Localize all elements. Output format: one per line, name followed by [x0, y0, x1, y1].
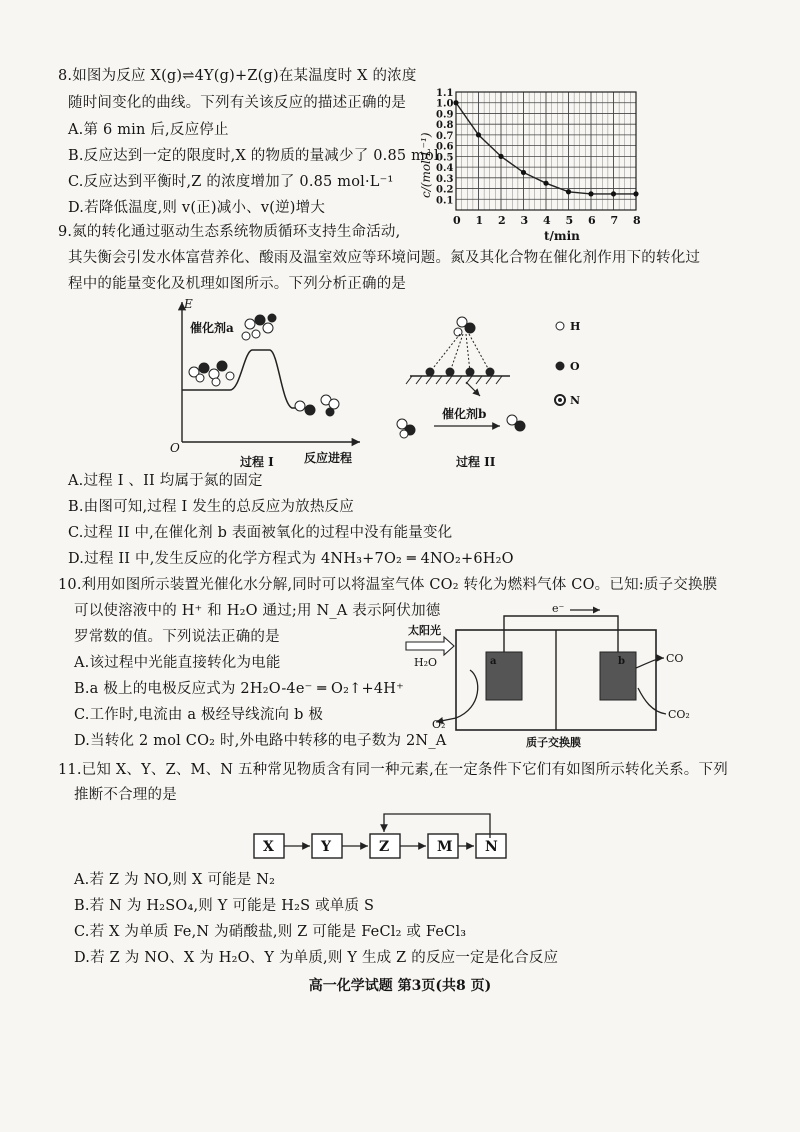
photocatalysis-cell-figure	[400, 604, 710, 756]
data-point	[498, 154, 503, 159]
q11-option-b: B.若 N 为 H₂SO₄,则 Y 可能是 H₂S 或单质 S	[74, 898, 375, 914]
co-arrow	[636, 658, 664, 668]
q10-stem-line3: 罗常数的值。下列说法正确的是	[74, 629, 280, 645]
flow-box-label: M	[437, 839, 453, 855]
q11-option-d: D.若 Z 为 NO、X 为 H₂O、Y 为单质,则 Y 生成 Z 的反应一定是化合反应	[74, 950, 559, 966]
page-footer: 高一化学试题 第3页(共8 页)	[308, 978, 492, 994]
external-wire	[504, 616, 618, 652]
sunlight-label: 太阳光	[408, 624, 441, 637]
chart-ticks	[436, 88, 641, 227]
co2-path	[638, 688, 666, 714]
q8-option-a: A.第 6 min 后,反应停止	[68, 122, 229, 138]
data-point	[566, 189, 571, 194]
x-tick-label: 8	[633, 214, 641, 227]
q11-stem-line2: 推断不合理的是	[74, 787, 177, 803]
reaction-progress-label: 反应进程	[304, 451, 353, 465]
q11-option-a: A.若 Z 为 NO,则 X 可能是 N₂	[74, 872, 276, 888]
o2-path	[456, 670, 478, 718]
q9-stem-line3: 程中的能量变化及机理如图所示。下列分析正确的是	[68, 276, 407, 292]
x-tick-label: 7	[610, 214, 619, 227]
membrane-label: 质子交换膜	[526, 736, 581, 749]
y-tick-label: 0.2	[436, 184, 454, 196]
co-label: CO	[666, 652, 684, 665]
data-point	[476, 132, 481, 137]
x-tick-label: 3	[520, 214, 529, 227]
q8-stem-line2: 随时间变化的曲线。下列有关该反应的描述正确的是	[68, 95, 407, 111]
x-tick-label: 4	[543, 214, 551, 227]
flow-box-label: X	[263, 839, 274, 855]
y-tick-label: 0.7	[436, 130, 454, 142]
q9-option-b: B.由图可知,过程 I 发生的总反应为放热反应	[68, 499, 354, 515]
q9-stem-line2: 其失衡会引发水体富营养化、酸雨及温室效应等环境问题。氮及其化合物在催化剂作用下的转化过	[68, 250, 701, 266]
concentration-chart	[410, 80, 660, 248]
o2-label: O₂	[432, 718, 446, 731]
y-tick-label: 0.3	[436, 173, 454, 185]
catalyst-surface	[406, 376, 510, 384]
reactant-molecule-2	[397, 419, 415, 438]
q10-option-c: C.工作时,电流由 a 极经导线流向 b 极	[74, 707, 324, 723]
desorb-arrow	[466, 382, 480, 396]
y-tick-label: 0.1	[436, 195, 454, 207]
flow-box-label: N	[485, 839, 498, 855]
y-tick-label: 1.1	[436, 88, 454, 99]
catalyst-a-label: 催化剂a	[190, 321, 234, 335]
q10-stem-line1: 10.利用如图所示装置光催化水分解,同时可以将温室气体 CO₂ 转化为燃料气体 CO。已知:质子交换膜	[58, 577, 718, 593]
co2-label: CO₂	[668, 708, 690, 721]
q10-stem-line2: 可以使溶液中的 H⁺ 和 H₂O 通过;用 N_A 表示阿伏加德	[74, 603, 441, 619]
data-point	[633, 191, 638, 196]
data-point	[453, 100, 458, 105]
y-tick-label: 0.4	[436, 163, 454, 175]
product-molecule-2	[507, 415, 525, 431]
x-tick-label: 5	[565, 214, 574, 227]
y-tick-label: 0.9	[436, 109, 454, 121]
chart-grid	[456, 92, 636, 210]
q10-option-b: B.a 极上的电极反应式为 2H₂O-4e⁻ ═ O₂↑+4H⁺	[74, 681, 404, 697]
x-tick-label: 6	[588, 214, 596, 227]
q9-stem-line1: 9.氮的转化通过驱动生态系统物质循环支持生命活动,	[58, 224, 401, 240]
legend-o: O	[570, 360, 580, 373]
flow-box-label: Z	[379, 839, 390, 855]
x-tick-label: 2	[498, 214, 506, 227]
data-point	[588, 191, 593, 196]
adsorbed-molecule	[426, 317, 494, 376]
y-tick-label: 0.8	[436, 120, 454, 132]
chart-ylabel: c/(mol·L⁻¹)	[419, 132, 433, 198]
q8-stem-line1: 8.如图为反应 X(g)⇌4Y(g)+Z(g)在某温度时 X 的浓度	[58, 68, 417, 84]
electron-label: e⁻	[552, 604, 565, 615]
water-label: H₂O	[414, 656, 438, 669]
q10-option-a: A.该过程中光能直接转化为电能	[74, 655, 281, 671]
q11-stem-line1: 11.已知 X、Y、Z、M、N 五种常见物质含有同一种元素,在一定条件下它们有如图所示转化关系。下列	[58, 762, 728, 778]
transition-cluster	[242, 314, 276, 340]
sunlight-arrow	[406, 637, 454, 655]
data-point	[543, 181, 548, 186]
catalyst-b-label: 催化剂b	[442, 407, 487, 421]
reactant-cluster	[189, 361, 234, 386]
q8-option-c: C.反应达到平衡时,Z 的浓度增加了 0.85 mol·L⁻¹	[68, 174, 394, 190]
q9-option-c: C.过程 II 中,在催化剂 b 表面被氧化的过程中没有能量变化	[68, 525, 453, 541]
chart-xlabel: t/min	[544, 229, 580, 243]
process-2-label: 过程 II	[456, 455, 496, 469]
q11-option-c: C.若 X 为单质 Fe,N 为硝酸盐,则 Z 可能是 FeCl₂ 或 FeCl₃	[74, 924, 467, 940]
electrode-a-label: a	[490, 656, 497, 667]
x-tick-label: 1	[475, 214, 484, 227]
flow-box-label: Y	[321, 839, 331, 855]
conversion-flow-figure	[250, 808, 520, 866]
nitrogen-mechanism-figure	[160, 294, 620, 470]
x-tick-label: 0	[453, 214, 461, 227]
legend-h: H	[570, 320, 581, 333]
y-tick-label: 1.0	[436, 98, 454, 110]
data-point	[611, 191, 616, 196]
atom-legend	[555, 320, 580, 407]
q10-option-d: D.当转化 2 mol CO₂ 时,外电路中转移的电子数为 2N_A	[74, 733, 447, 749]
product-cluster	[295, 395, 339, 416]
y-tick-label: 0.5	[436, 152, 454, 164]
electrode-b-label: b	[618, 656, 625, 667]
origin-label: O	[170, 441, 180, 455]
q8-option-d: D.若降低温度,则 v(正)减小、v(逆)增大	[68, 200, 326, 216]
data-point	[521, 170, 526, 175]
y-tick-label: 0.6	[436, 141, 454, 153]
energy-label: E	[184, 297, 193, 311]
legend-n: N	[570, 394, 581, 407]
q9-option-a: A.过程 I 、II 均属于氮的固定	[68, 473, 263, 489]
q9-option-d: D.过程 II 中,发生反应的化学方程式为 4NH₃+7O₂ ═ 4NO₂+6H₂O	[68, 551, 514, 567]
q8-option-b: B.反应达到一定的限度时,X 的物质的量减少了 0.85 mol	[68, 148, 439, 164]
process-1-label: 过程 I	[240, 455, 274, 469]
